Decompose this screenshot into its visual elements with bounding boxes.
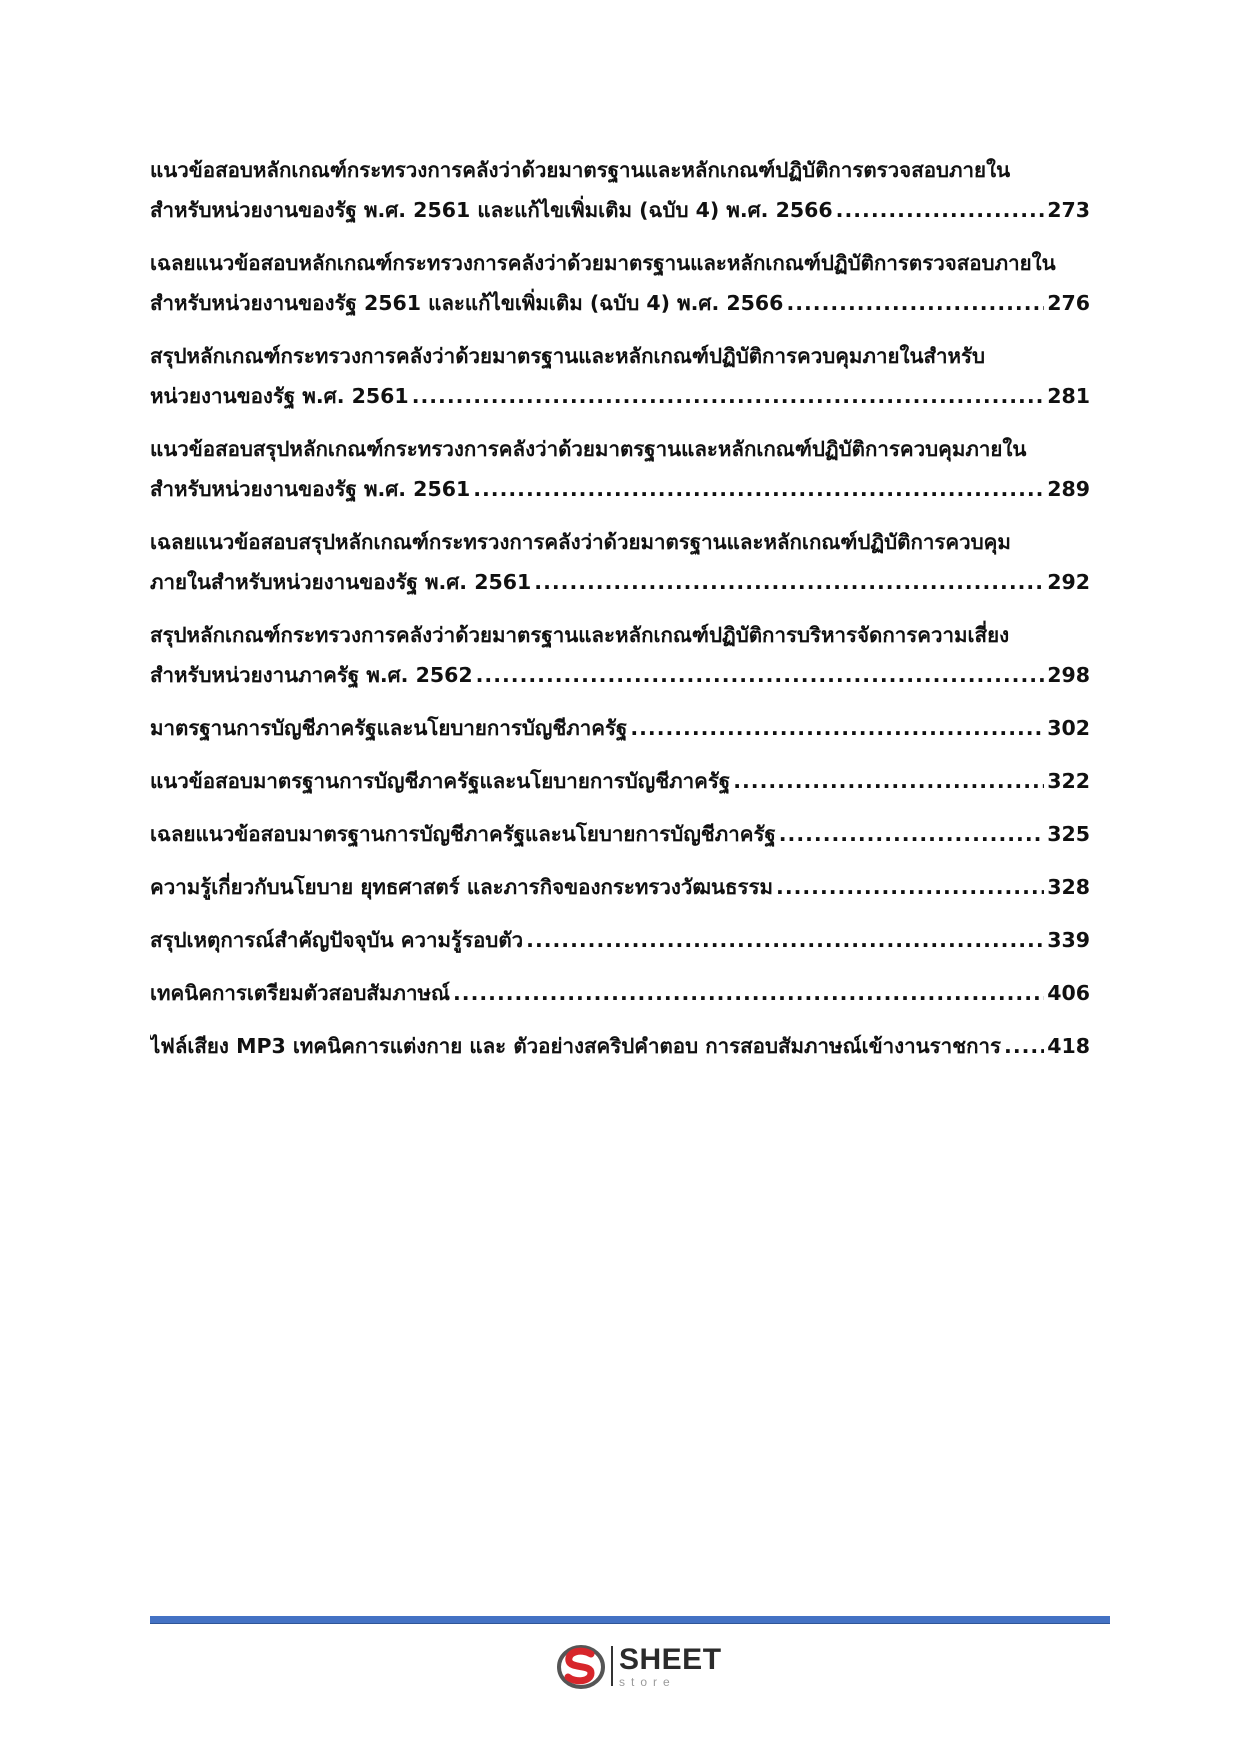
toc-entry-title-line: ความรู้เกี่ยวกับนโยบาย ยุทธศาสตร์ และภารกิจของกระทรวงวัฒนธรรม xyxy=(150,875,774,899)
toc-entry-last-line xyxy=(150,814,1090,854)
toc-page-number: 289 xyxy=(1047,477,1090,501)
toc-page-number: 325 xyxy=(1047,822,1090,846)
toc-entry-title-line: หน่วยงานของรัฐ พ.ศ. 2561 xyxy=(150,384,409,408)
toc-entry[interactable] xyxy=(150,150,1090,230)
dot-leader xyxy=(412,376,1045,416)
toc-entry-title-line: แนวข้อสอบสรุปหลักเกณฑ์กระทรวงการคลังว่าด้วยมาตรฐานและหลักเกณฑ์ปฏิบัติการควบคุมภายใน xyxy=(150,437,1027,461)
toc-entry-title-line: แนวข้อสอบมาตรฐานการบัญชีภาครัฐและนโยบายการบัญชีภาครัฐ xyxy=(150,769,731,793)
toc-entry-title-line: เทคนิคการเตรียมตัวสอบสัมภาษณ์ xyxy=(150,981,450,1005)
toc-entry[interactable] xyxy=(150,336,1090,416)
table-of-contents xyxy=(150,150,1090,1079)
toc-entry-last-line xyxy=(150,655,1090,695)
toc-entry-last-line xyxy=(150,562,1090,602)
toc-page-number: 292 xyxy=(1047,570,1090,594)
logo-sub-text: store xyxy=(619,1674,676,1689)
toc-entry-last-line xyxy=(150,867,1090,907)
toc-page-number: 298 xyxy=(1047,663,1090,687)
logo-brand-text: SHEET xyxy=(619,1642,722,1676)
toc-entry-title-line: สำหรับหน่วยงานของรัฐ พ.ศ. 2561 และแก้ไขเพิ่มเติม (ฉบับ 4) พ.ศ. 2566 xyxy=(150,198,833,222)
toc-entry-last-line xyxy=(150,761,1090,801)
sheet-store-logo xyxy=(555,1640,735,1692)
toc-entry[interactable] xyxy=(150,429,1090,509)
toc-entry-title-line: สรุปเหตุการณ์สำคัญปัจจุบัน ความรู้รอบตัว xyxy=(150,928,524,952)
toc-entry-title-line: มาตรฐานการบัญชีภาครัฐและนโยบายการบัญชีภาครัฐ xyxy=(150,716,628,740)
toc-page-number: 273 xyxy=(1047,198,1090,222)
toc-page-number: 276 xyxy=(1047,291,1090,315)
toc-entry-title-line: เฉลยแนวข้อสอบหลักเกณฑ์กระทรวงการคลังว่าด้วยมาตรฐานและหลักเกณฑ์ปฏิบัติการตรวจสอบภายใน xyxy=(150,251,1056,275)
toc-entry-last-line xyxy=(150,973,1090,1013)
toc-page-number: 339 xyxy=(1047,928,1090,952)
logo-divider xyxy=(611,1646,613,1686)
toc-entry-title-line: แนวข้อสอบหลักเกณฑ์กระทรวงการคลังว่าด้วยมาตรฐานและหลักเกณฑ์ปฏิบัติการตรวจสอบภายใน xyxy=(150,158,1011,182)
dot-leader xyxy=(786,283,1044,323)
toc-page-number: 406 xyxy=(1047,981,1090,1005)
toc-entry[interactable] xyxy=(150,243,1090,323)
toc-entry-title-line: สรุปหลักเกณฑ์กระทรวงการคลังว่าด้วยมาตรฐานและหลักเกณฑ์ปฏิบัติการบริหารจัดการความเสี่ยง xyxy=(150,623,1010,647)
toc-entry-title-line: เฉลยแนวข้อสอบมาตรฐานการบัญชีภาครัฐและนโยบายการบัญชีภาครัฐ xyxy=(150,822,776,846)
sheet-s-logo-icon xyxy=(555,1640,607,1692)
toc-entry-title-line: สำหรับหน่วยงานของรัฐ 2561 และแก้ไขเพิ่มเติม (ฉบับ 4) พ.ศ. 2566 xyxy=(150,291,784,315)
dot-leader xyxy=(473,469,1044,509)
toc-entry[interactable] xyxy=(150,920,1090,960)
toc-page-number: 418 xyxy=(1047,1034,1090,1058)
toc-entry[interactable] xyxy=(150,867,1090,907)
toc-entry-title-line: สำหรับหน่วยงานของรัฐ พ.ศ. 2561 xyxy=(150,477,471,501)
toc-entry-title-line: ภายในสำหรับหน่วยงานของรัฐ พ.ศ. 2561 xyxy=(150,570,532,594)
toc-entry-title-line: เฉลยแนวข้อสอบสรุปหลักเกณฑ์กระทรวงการคลังว่าด้วยมาตรฐานและหลักเกณฑ์ปฏิบัติการควบคุม xyxy=(150,530,1011,554)
toc-entry-last-line xyxy=(150,376,1090,416)
toc-page-number: 322 xyxy=(1047,769,1090,793)
toc-entry[interactable] xyxy=(150,522,1090,602)
toc-entry-title-line: สรุปหลักเกณฑ์กระทรวงการคลังว่าด้วยมาตรฐานและหลักเกณฑ์ปฏิบัติการควบคุมภายในสำหรับ xyxy=(150,344,986,368)
toc-entry-last-line xyxy=(150,190,1090,230)
toc-page-number: 328 xyxy=(1047,875,1090,899)
dot-leader xyxy=(526,920,1044,960)
dot-leader xyxy=(776,867,1044,907)
toc-entry[interactable] xyxy=(150,814,1090,854)
dot-leader xyxy=(1004,1026,1044,1066)
toc-entry-title-line: ไฟล์เสียง MP3 เทคนิคการแต่งกาย และ ตัวอย่างสคริปคำตอบ การสอบสัมภาษณ์เข้างานราชการ xyxy=(150,1034,1002,1058)
dot-leader xyxy=(733,761,1044,801)
toc-entry-last-line xyxy=(150,920,1090,960)
dot-leader xyxy=(630,708,1044,748)
dot-leader xyxy=(779,814,1044,854)
dot-leader xyxy=(534,562,1044,602)
toc-entry-last-line xyxy=(150,469,1090,509)
toc-entry[interactable] xyxy=(150,615,1090,695)
dot-leader xyxy=(453,973,1044,1013)
dot-leader xyxy=(476,655,1045,695)
dot-leader xyxy=(836,190,1045,230)
footer-rule xyxy=(150,1616,1110,1624)
toc-entry[interactable] xyxy=(150,761,1090,801)
toc-page-number: 302 xyxy=(1047,716,1090,740)
toc-entry-title-line: สำหรับหน่วยงานภาครัฐ พ.ศ. 2562 xyxy=(150,663,473,687)
toc-entry-last-line xyxy=(150,1026,1090,1066)
toc-entry[interactable] xyxy=(150,973,1090,1013)
toc-entry-last-line xyxy=(150,708,1090,748)
toc-entry-last-line xyxy=(150,283,1090,323)
toc-entry[interactable] xyxy=(150,1026,1090,1066)
toc-page-number: 281 xyxy=(1047,384,1090,408)
toc-entry[interactable] xyxy=(150,708,1090,748)
